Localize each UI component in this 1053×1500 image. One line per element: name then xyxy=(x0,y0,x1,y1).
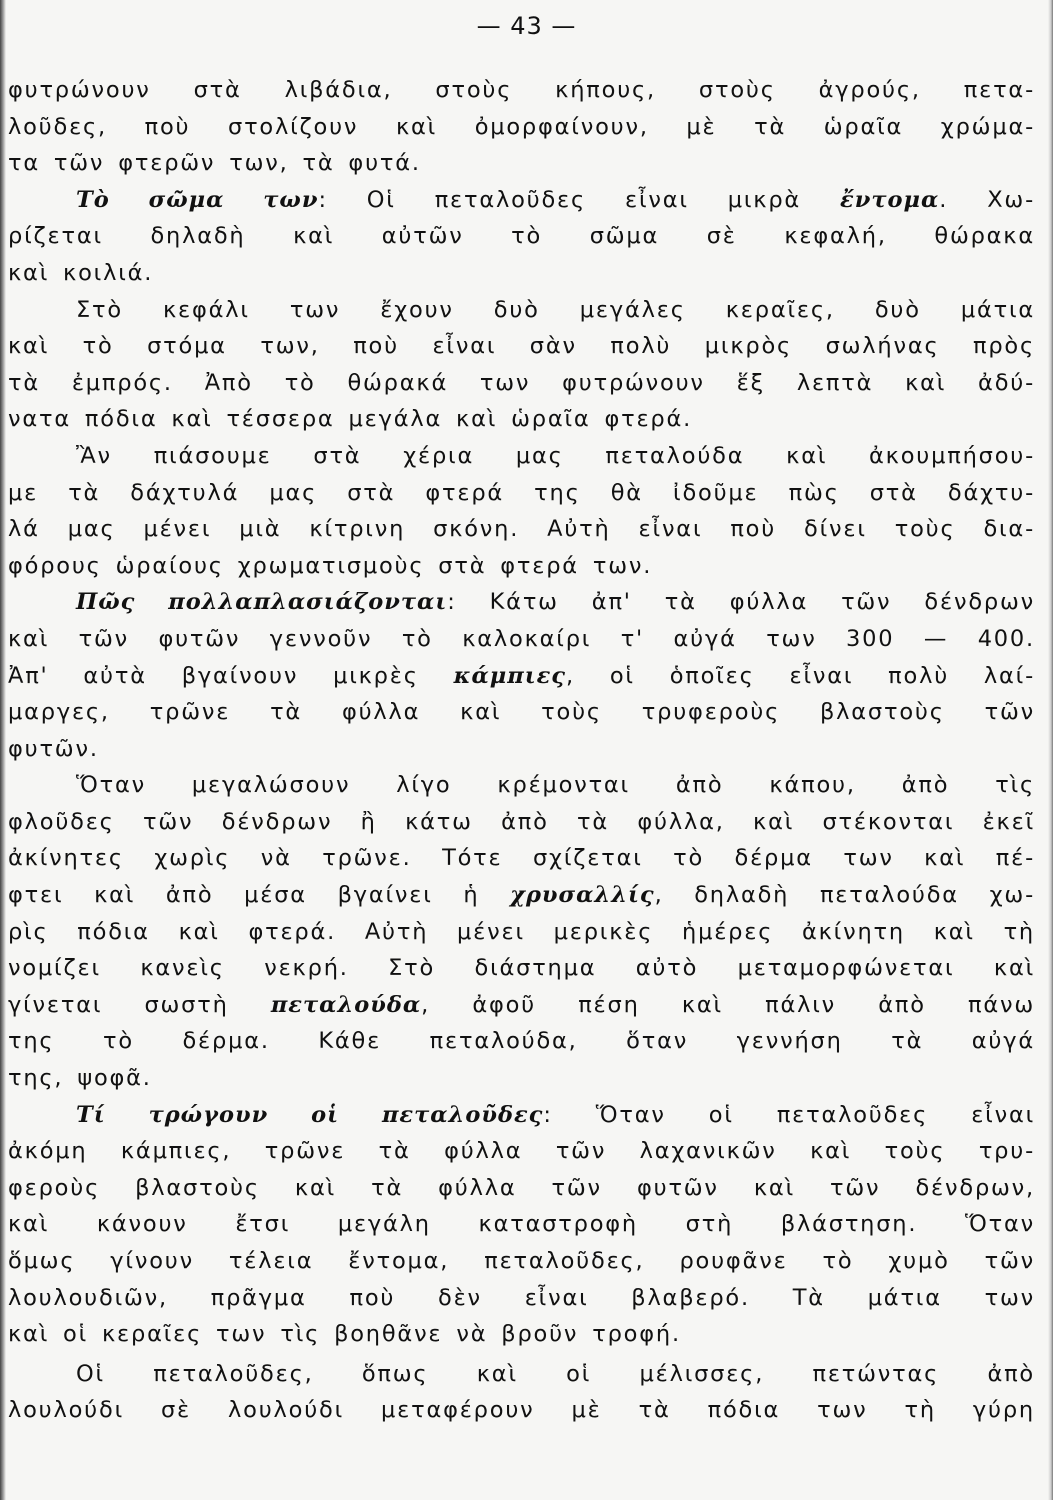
text-line: με τὰ δάχτυλά μας στὰ φτερά της θὰ ἰδοῦμε πὼς στὰ δάχτυ- xyxy=(8,479,1035,506)
text-line: καὶ οἱ κεραῖες των τὶς βοηθᾶνε νὰ βροῦν τροφή. xyxy=(8,1321,681,1348)
text-line: λουλουδιῶν, πρᾶγμα ποὺ δὲν εἶναι βλαβερό. Τὰ μάτια των xyxy=(8,1284,1035,1311)
paragraph-metamorphosis xyxy=(8,767,1035,1096)
text-run: φτει καὶ ἀπὸ μέσα βγαίνει ἡ xyxy=(8,882,511,909)
text-line xyxy=(8,987,1035,1024)
text-line: καὶ τῶν φυτῶν γεννοῦν τὸ καλοκαίρι τ' αὐγά των 300 — 400. xyxy=(8,625,1035,652)
text-body xyxy=(8,72,1035,1429)
text-line: μαργες, τρῶνε τὰ φύλλα καὶ τοὺς τρυφεροὺς βλαστοὺς τῶν xyxy=(8,699,1035,726)
text-line: λουλούδι σὲ λουλούδι μεταφέρουν μὲ τὰ πόδια των τὴ γύρη xyxy=(8,1397,1035,1424)
text-run: γίνεται σωστὴ xyxy=(8,991,271,1018)
paragraph-pollination xyxy=(8,1356,1035,1429)
text-line: ρὶς πόδια καὶ φτερά. Αὐτὴ μένει μερικὲς ἡμέρες ἀκίνητη καὶ τὴ xyxy=(8,918,1035,945)
text-line: Ἂν πιάσουμε στὰ χέρια μας πεταλούδα καὶ ἀκουμπήσου- xyxy=(76,442,1035,469)
paragraph-feeding xyxy=(8,1097,1035,1353)
text-line: ἀκόμη κάμπιες, τρῶνε τὰ φύλλα τῶν λαχανικῶν καὶ τοὺς τρυ- xyxy=(8,1138,1035,1165)
text-line: φλοῦδες τῶν δένδρων ἢ κάτω ἀπὸ τὰ φύλλα, καὶ στέκονται ἐκεῖ xyxy=(8,808,1035,835)
section-heading: Πῶς πολλαπλασιάζονται xyxy=(76,589,448,616)
text-line: φυτρώνουν στὰ λιβάδια, στοὺς κήπους, στοὺς ἀγρούς, πετα- xyxy=(8,77,1035,103)
text-line: νατα πόδια καὶ τέσσερα μεγάλα καὶ ὡραῖα φτερά. xyxy=(8,406,693,433)
text-line: της τὸ δέρμα. Κάθε πεταλούδα, ὅταν γεννήση τὰ αὐγά xyxy=(8,1028,1035,1055)
paragraph-dust xyxy=(8,438,1035,584)
text-line: ὅμως γίνουν τέλεια ἔντομα, πεταλοῦδες, ρουφᾶνε τὸ χυμὸ τῶν xyxy=(8,1248,1035,1274)
text-line: φόρους ὡραίους χρωματισμοὺς στὰ φτερά των. xyxy=(8,552,653,579)
page-right-edge xyxy=(1048,0,1053,1500)
text-line: νομίζει κανεὶς νεκρή. Στὸ διάστημα αὐτὸ μεταμορφώνεται καὶ xyxy=(8,955,1035,982)
emphasis-term: χρυσαλλίς xyxy=(510,882,655,909)
text-line xyxy=(8,877,1035,914)
text-run: . Χω- xyxy=(939,186,1035,213)
text-line xyxy=(8,658,1035,695)
paragraph-head xyxy=(8,292,1035,438)
text-run: : Κάτω ἀπ' τὰ φύλλα τῶν δένδρων xyxy=(447,589,1035,616)
text-line: ρίζεται δηλαδὴ καὶ αὐτῶν τὸ σῶμα σὲ κεφαλή, θώρακα xyxy=(8,223,1035,250)
text-line: τὰ ἐμπρός. Ἀπὸ τὸ θώρακά των φυτρώνουν ἕξ λεπτὰ καὶ ἀδύ- xyxy=(8,369,1035,396)
text-line xyxy=(8,1097,1035,1134)
text-line: καὶ κοιλιά. xyxy=(8,259,154,286)
text-line: λά μας μένει μιὰ κίτρινη σκόνη. Αὐτὴ εἶναι ποὺ δίνει τοὺς δια- xyxy=(8,516,1035,543)
text-run: : Ὅταν οἱ πεταλοῦδες εἶναι xyxy=(543,1101,1035,1128)
text-line: Οἱ πεταλοῦδες, ὅπως καὶ οἱ μέλισσες, πετώντας ἀπὸ xyxy=(76,1360,1035,1387)
emphasis-term: κάμπιες xyxy=(453,662,567,689)
text-run: , οἱ ὁποῖες εἶναι πολὺ λαί- xyxy=(566,662,1036,689)
page-number: — 43 — xyxy=(476,12,577,40)
text-line: φυτῶν. xyxy=(8,735,99,762)
text-line: ἀκίνητες χωρὶς νὰ τρῶνε. Τότε σχίζεται τὸ δέρμα των καὶ πέ- xyxy=(8,845,1035,872)
text-run: , δηλαδὴ πεταλούδα χω- xyxy=(654,882,1035,909)
text-line: φεροὺς βλαστοὺς καὶ τὰ φύλλα τῶν φυτῶν καὶ τῶν δένδρων, xyxy=(8,1174,1035,1201)
emphasis-term: πεταλούδα xyxy=(270,991,422,1018)
text-run: , ἀφοῦ πέση καὶ πάλιν ἀπὸ πάνω xyxy=(421,991,1035,1018)
text-run: Ἀπ' αὐτὰ βγαίνουν μικρὲς xyxy=(8,662,454,689)
text-line: τα τῶν φτερῶν των, τὰ φυτά. xyxy=(8,150,421,177)
text-line: καὶ τὸ στόμα των, ποὺ εἶναι σὰν πολὺ μικρὸς σωλήνας πρὸς xyxy=(8,333,1035,360)
text-line: Στὸ κεφάλι των ἔχουν δυὸ μεγάλες κεραῖες, δυὸ μάτια xyxy=(76,296,1035,323)
text-line: Ὅταν μεγαλώσουν λίγο κρέμονται ἀπὸ κάπου, ἀπὸ τὶς xyxy=(76,772,1035,799)
text-line: καὶ κάνουν ἔτσι μεγάλη καταστροφὴ στὴ βλάστηση. Ὅταν xyxy=(8,1211,1035,1238)
page-left-edge xyxy=(0,0,6,1500)
text-line xyxy=(8,182,1035,219)
text-line xyxy=(8,584,1035,621)
section-heading: Τί τρώγουν οἱ πεταλοῦδες xyxy=(76,1101,544,1128)
paragraph-body-section xyxy=(8,182,1035,292)
text-line: λοῦδες, ποὺ στολίζουν καὶ ὀμορφαίνουν, μὲ τὰ ὡραῖα χρώμα- xyxy=(8,113,1035,140)
emphasis-term: ἔντομα xyxy=(840,186,940,213)
text-run: : Οἱ πεταλοῦδες εἶναι μικρὰ xyxy=(318,186,841,213)
paragraph-reproduction xyxy=(8,584,1035,767)
section-heading: Τὸ σῶμα των xyxy=(76,186,319,213)
text-line: της, ψοφᾶ. xyxy=(8,1065,152,1092)
paragraph-1 xyxy=(8,72,1035,182)
